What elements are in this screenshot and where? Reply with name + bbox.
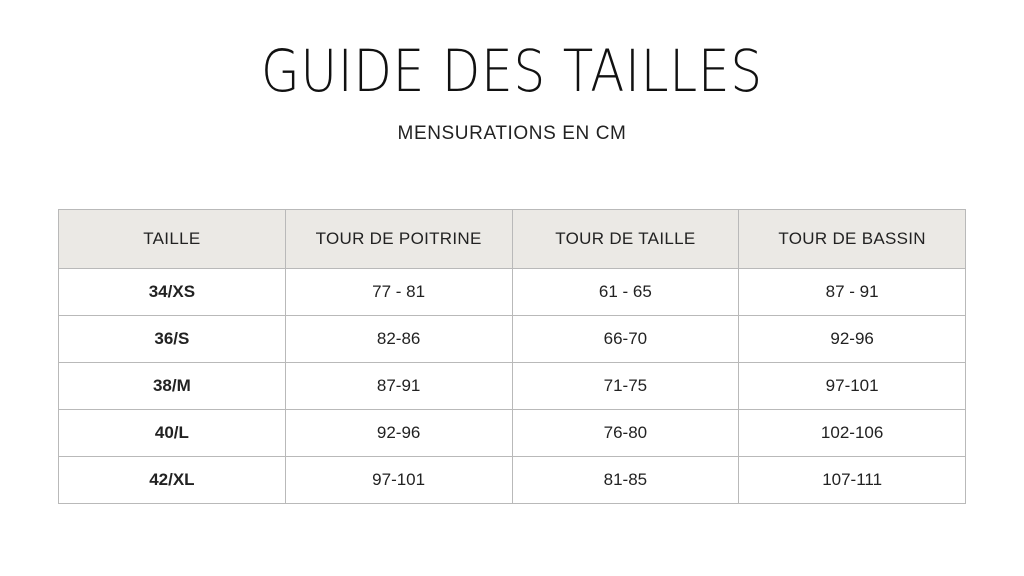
size-cell: 42/XL (59, 457, 286, 504)
bust-cell: 97-101 (285, 457, 512, 504)
bust-cell: 82-86 (285, 316, 512, 363)
size-chart-table (58, 209, 966, 504)
size-cell: 38/M (59, 363, 286, 410)
hip-cell: 92-96 (739, 316, 966, 363)
header-tour-de-poitrine: TOUR DE POITRINE (285, 210, 512, 269)
bust-cell: 92-96 (285, 410, 512, 457)
waist-cell: 61 - 65 (512, 269, 739, 316)
waist-cell: 66-70 (512, 316, 739, 363)
table-header-row (59, 210, 966, 269)
waist-cell: 81-85 (512, 457, 739, 504)
bust-cell: 77 - 81 (285, 269, 512, 316)
hip-cell: 97-101 (739, 363, 966, 410)
table-row (59, 410, 966, 457)
bust-cell: 87-91 (285, 363, 512, 410)
size-cell: 34/XS (59, 269, 286, 316)
header-tour-de-taille: TOUR DE TAILLE (512, 210, 739, 269)
size-cell: 36/S (59, 316, 286, 363)
hip-cell: 87 - 91 (739, 269, 966, 316)
table-row (59, 269, 966, 316)
hip-cell: 102-106 (739, 410, 966, 457)
table-row (59, 457, 966, 504)
header-taille: TAILLE (59, 210, 286, 269)
header-tour-de-bassin: TOUR DE BASSIN (739, 210, 966, 269)
size-cell: 40/L (59, 410, 286, 457)
table-row (59, 316, 966, 363)
page-title: GUIDE DES TAILLES (261, 37, 763, 105)
table-row (59, 363, 966, 410)
hip-cell: 107-111 (739, 457, 966, 504)
waist-cell: 76-80 (512, 410, 739, 457)
page-subtitle: MENSURATIONS EN CM (397, 123, 627, 144)
waist-cell: 71-75 (512, 363, 739, 410)
